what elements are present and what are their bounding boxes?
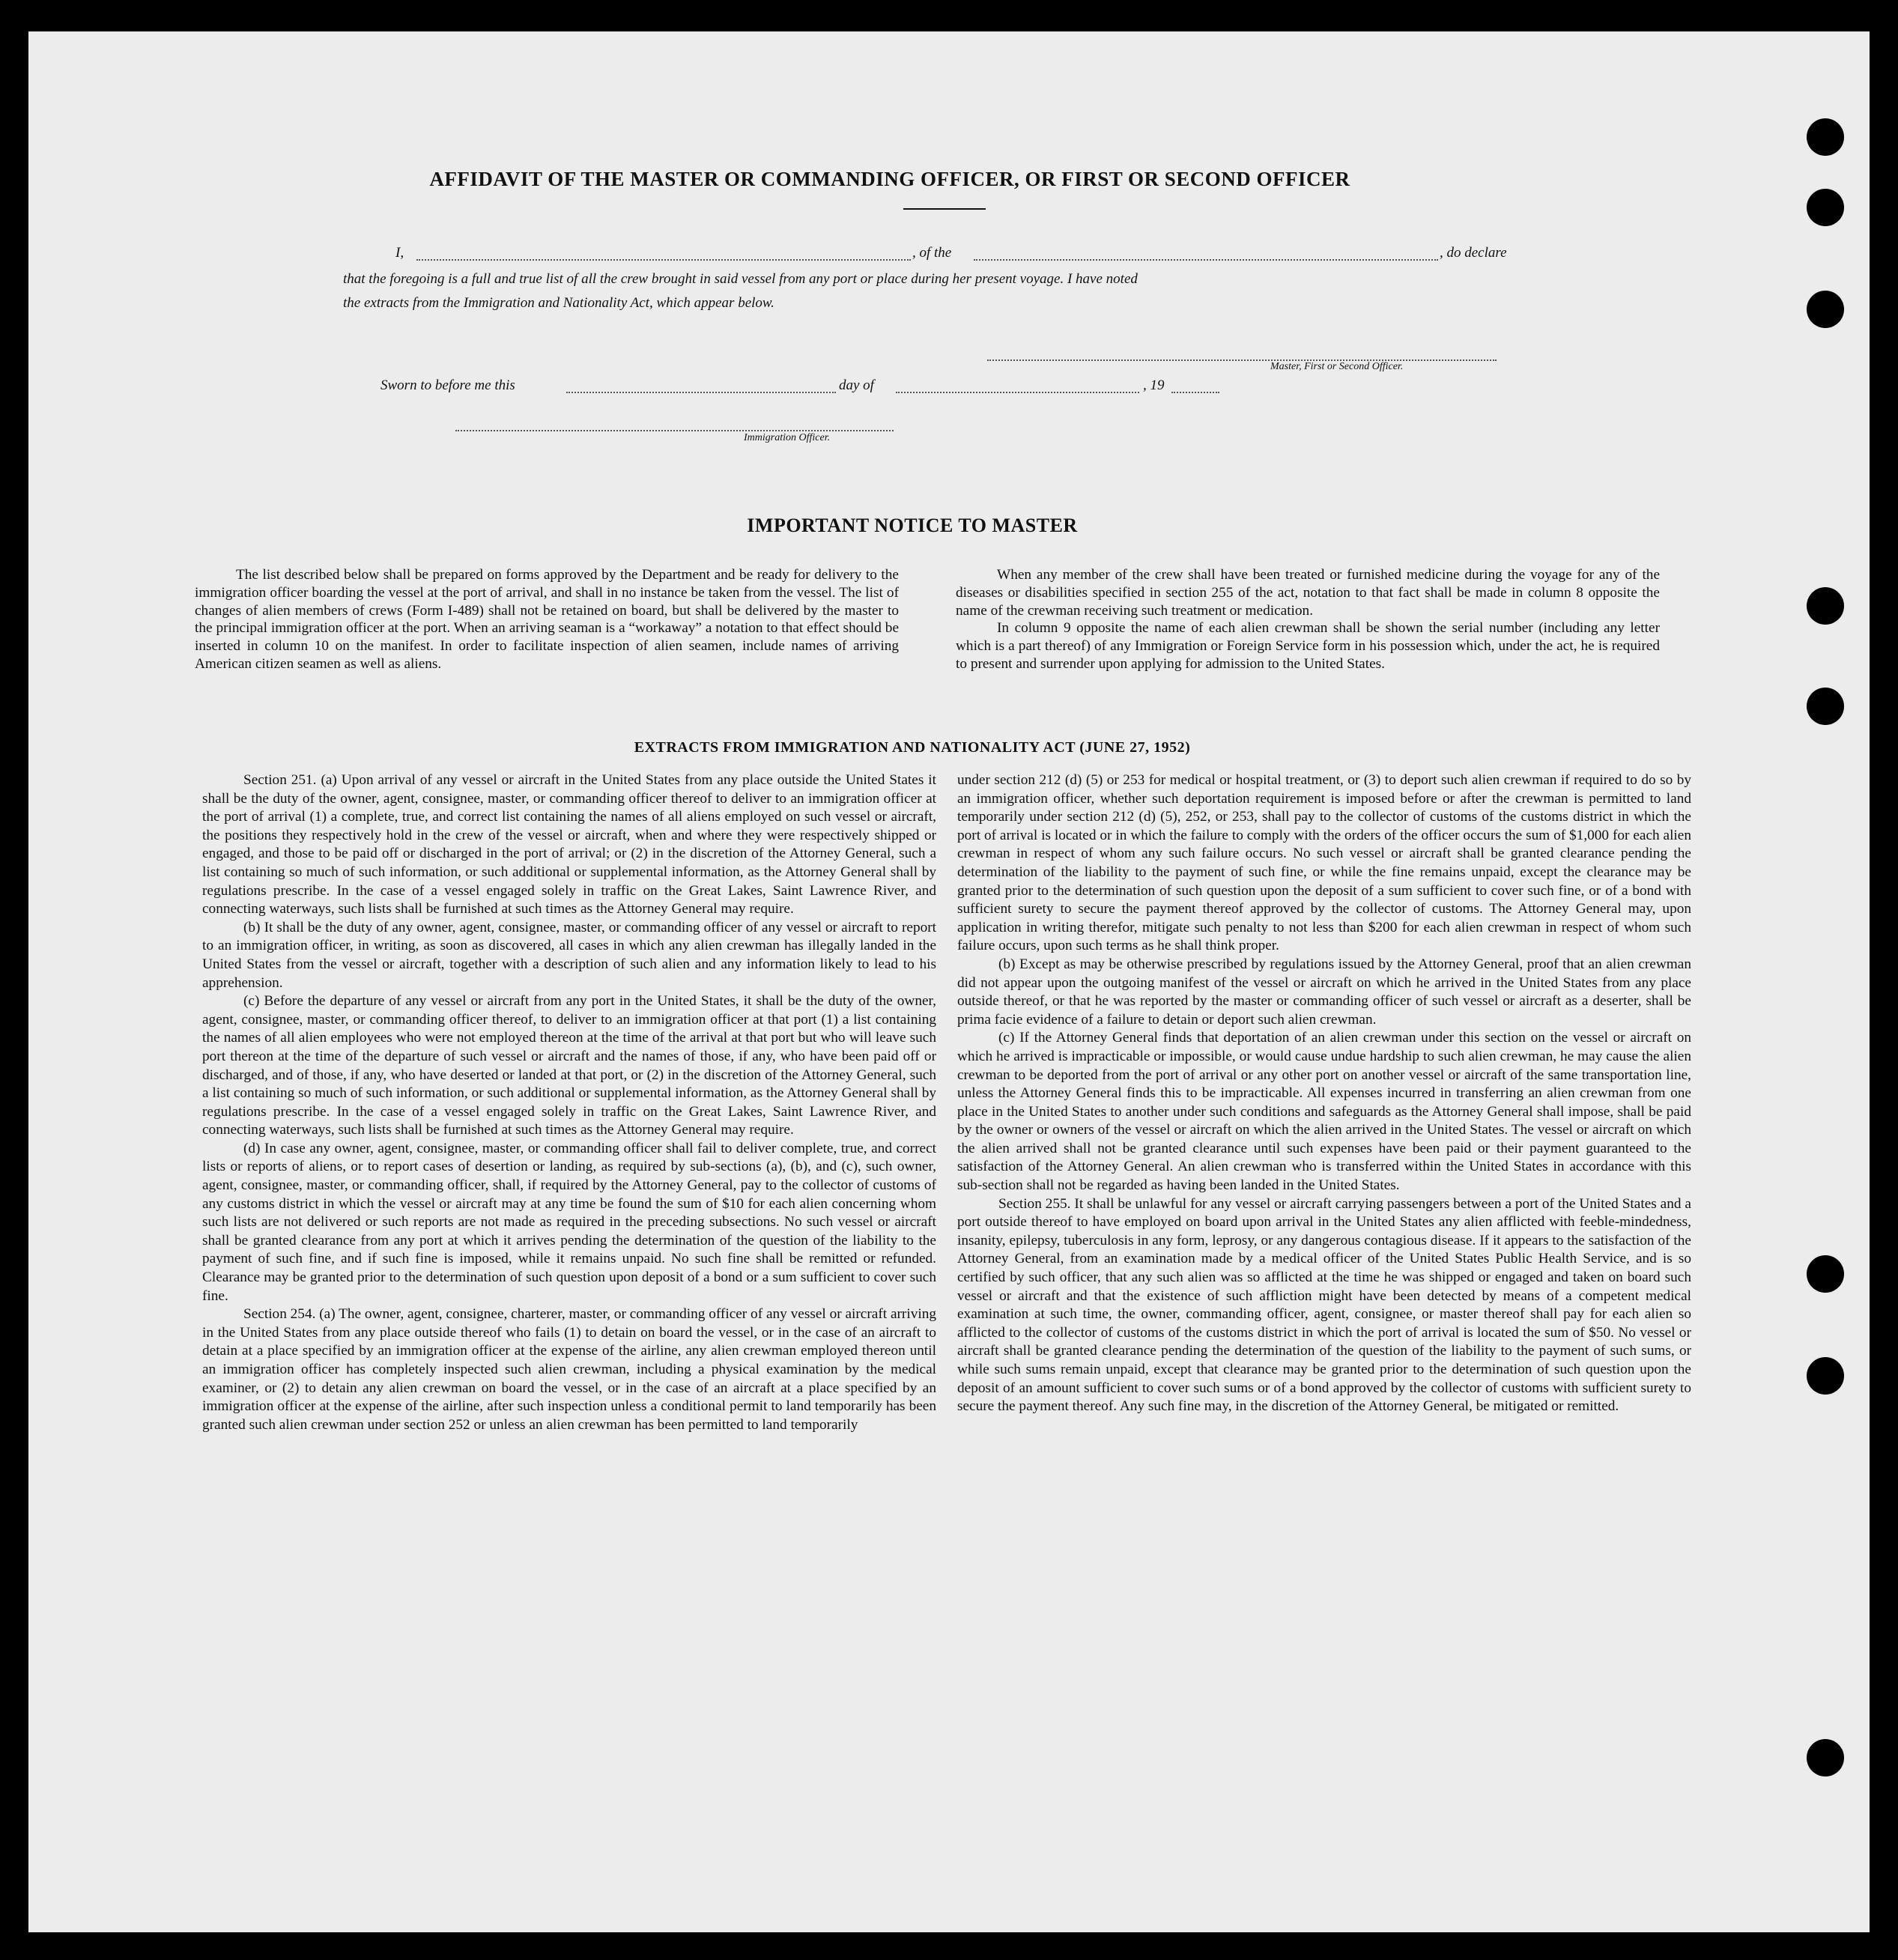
year-label: , 19 (1143, 377, 1165, 393)
punch-hole-2 (1807, 189, 1844, 226)
notice-right-paragraph-2: In column 9 opposite the name of each alien crewman shall be shown the serial number (including any letter which is a part thereof) of any Immigration or Foreign Service form in his possession which, under the act, he is required to present and surrender upon applying for admission to the United States. (956, 620, 1660, 672)
sworn-month-field[interactable] (896, 392, 1139, 393)
notice-title: IMPORTANT NOTICE TO MASTER (747, 515, 1078, 536)
section-254-b: (b) Except as may be otherwise prescribed by regulations issued by the Attorney General, proof that an alien crewman did not appear upon the outgoing manifest of the vessel or aircraft on which he arrived in the United States from any place outside thereof, or that he was reported by the master or commanding officer of such vessel or aircraft as a deserter, shall be prima facie evidence of a failure to detain or deport such alien crewman. (957, 956, 1691, 1028)
extracts-right-column (957, 771, 1691, 1416)
section-255: Section 255. It shall be unlawful for any vessel or aircraft carrying passengers between a port of the United States and a port outside thereof to have employed on board upon arrival in the United States any alien afflicted with feeble-mindedness, insanity, epilepsy, tuberculosis in any form, leprosy, or any dangerous contagious disease. If it appears to the satisfaction of the Attorney General, from an examination made by a medical officer of the United States Public Health Service, and is so certified by such officer, that any such alien was so afflicted at the time he was shipped or engaged and taken on board such vessel or aircraft and that the existence of such affliction might have been detected by means of a competent medical examination at such time, the owner, commanding officer, agent, consignee, or master thereof shall pay for each alien so afflicted to the collector of customs of the customs district in which the port of arrival is located the sum of $50. No vessel or aircraft shall be granted clearance pending the determination of the question of the liability to the payment of such sums, or while such sums remain unpaid, except that clearance may be granted prior to the determination of such question upon the deposit of an amount sufficient to cover such sums or of a bond approved by the collector of customs with sufficient surety to secure the payment thereof. Any such fine may, in the discretion of the Attorney General, be mitigated or remitted. (957, 1195, 1691, 1415)
document-page (28, 31, 1870, 1932)
section-251-b: (b) It shall be the duty of any owner, agent, consignee, master, or commanding officer of any vessel or aircraft to report to an immigration officer, in writing, as soon as discovered, all cases in which any alien crewman has illegally landed in the United States from the vessel or aircraft, together with a description of such alien and any information likely to lead to his apprehension. (202, 919, 936, 991)
name-field[interactable] (416, 259, 911, 261)
extracts-title: EXTRACTS FROM IMMIGRATION AND NATIONALITY ACT (JUNE 27, 1952) (634, 739, 1191, 756)
notice-left-paragraph: The list described below shall be prepared on forms approved by the Department and be ready for delivery to the immigration officer boarding the vessel at the port of arrival, and shall in no instance be taken from the vessel. The list of changes of alien members of crews (Form I-489) shall not be retained on board, but shall be delivered by the master to the principal immigration officer at the port. When an arriving seaman is a “workaway” a notation to that effect should be inserted in column 10 on the manifest. In order to facilitate inspection of alien seamen, include names of arriving American citizen seamen as well as aliens. (195, 567, 899, 672)
section-251-c: (c) Before the departure of any vessel or aircraft from any port in the United States, it shall be the duty of the owner, agent, consignee, master, or commanding officer thereof, to deliver to an immigration officer at that port (1) a list containing the names of all alien employees who were not employed thereon at the time of the arrival at that port but who will leave such port thereon at the time of the departure of such vessel or aircraft and the names of those, if any, who have been paid off or discharged, and of those, if any, who have deserted or landed at that port, or (2) in the discretion of the Attorney General, such a list containing so much of such information, or such additional or supplemental information, as the Attorney General shall by regulations prescribe. In the case of a vessel engaged solely in traffic on the Great Lakes, Saint Lawrence River, and connecting waterways, such lists shall be furnished at such times as the Attorney General may require. (202, 993, 936, 1138)
notice-right-column (956, 566, 1660, 673)
sworn-day-field[interactable] (566, 392, 836, 393)
declaration-line-1: that the foregoing is a full and true list of all the crew brought in said vessel from any port or place during her present voyage. I have noted (343, 271, 1138, 287)
punch-hole-1 (1807, 118, 1844, 156)
extracts-left-column (202, 771, 936, 1434)
sworn-label: Sworn to before me this (380, 377, 515, 393)
punch-hole-7 (1807, 1357, 1844, 1395)
affidavit-i-label: I, (395, 245, 404, 261)
officer-signature-label: Immigration Officer. (744, 432, 831, 443)
punch-hole-4 (1807, 587, 1844, 625)
section-251-d: (d) In case any owner, agent, consignee, master, or commanding officer shall fail to deliver complete, true, and correct lists or reports of aliens, or to report cases of desertion or landing, as required by sub-sections (a), (b), and (c), such owner, agent, consignee, master, or commanding officer, shall, if required by the Attorney General, pay to the collector of customs of any customs district in which the vessel or aircraft may at any time be found the sum of $10 for each alien concerning whom such lists are not delivered or such reports are not made as required in the preceding subsections. No such vessel or aircraft shall be granted clearance from any port at which it arrives pending the determination of the question of the liability to the payment of such fine, and if such fine is imposed, while it remains unpaid. No such fine shall be remitted or refunded. Clearance may be granted prior to the determination of such question upon deposit of a bond or a sum sufficient to cover such fine. (202, 1140, 936, 1304)
title-rule (903, 208, 986, 210)
day-of-label: day of (839, 377, 874, 393)
affidavit-do-declare-label: , do declare (1440, 245, 1507, 261)
notice-right-paragraph-1: When any member of the crew shall have been treated or furnished medicine during the voyage for any of the diseases or disabilities specified in section 255 of the act, notation to that fact shall be made in column 8 opposite the name of the crewman receiving such treatment or medication. (956, 567, 1660, 619)
section-254-a-continued: under section 212 (d) (5) or 253 for medical or hospital treatment, or (3) to deport such alien crewman if required to do so by an immigration officer, whether such deportation requirement is imposed before or after the crewman is permitted to land temporarily under section 212 (d) (5), 252, or 253, shall pay to the collector of customs of the customs district in which the port of arrival is located or in which the failure to comply with the orders of the officer occurs the sum of $1,000 for each alien crewman in respect of whom any such failure occurs. No such vessel or aircraft shall be granted clearance pending the determination of the liability to the payment of such fine, or while the fine remains unpaid, except the clearance may be granted prior to the determination of such question upon the deposit of a sum sufficient to cover such fine, or of a bond with sufficient surety to secure the payment thereof approved by the collector of customs. The Attorney General may, upon application in writing therefor, mitigate such penalty to not less than $200 for each alien crewman in respect of whom such failure occurs, upon such terms as he shall think proper. (957, 772, 1691, 954)
affidavit-of-the-label: , of the (912, 245, 952, 261)
officer-signature-line[interactable] (455, 430, 894, 431)
section-254-c: (c) If the Attorney General finds that deportation of an alien crewman under this section on the vessel or aircraft on which he arrived is impracticable or impossible, or would cause undue hardship to such alien crewman, he may cause the alien crewman to be deported from the port of arrival or any other port on another vessel or aircraft of the same transportation line, unless the Attorney General finds this to be impracticable. All expenses incurred in transferring an alien crewman from one place in the United States to another under such conditions and safeguards as the Attorney General shall impose, shall be paid by the owner or owners of the vessel or aircraft on which the alien arrived in the United States. The vessel or aircraft on which the alien arrived shall not be granted clearance until such expenses have been paid or their payment guaranteed to the satisfaction of the Attorney General. An alien crewman who is transferred within the United States in accordance with this sub-section shall not be regarded as having been landed in the United States. (957, 1030, 1691, 1194)
sworn-year-field[interactable] (1171, 392, 1219, 393)
declaration-line-2: the extracts from the Immigration and Nationality Act, which appear below. (343, 295, 774, 311)
section-251-a: Section 251. (a) Upon arrival of any vessel or aircraft in the United States from any place outside the United States it shall be the duty of the owner, agent, consignee, master, or commanding officer thereof to deliver to an immigration officer at the port of arrival (1) a complete, true, and correct list containing the names of all aliens employed on such vessel or aircraft, the positions they respectively hold in the crew of the vessel or aircraft, when and where they were respectively shipped or engaged, and those to be paid off or discharged in the port of arrival; or (2) in the discretion of the Attorney General, such a list containing so much of such information, or such additional or supplemental information, as the Attorney General shall by regulations prescribe. In the case of a vessel engaged solely in traffic on the Great Lakes, Saint Lawrence River, and connecting waterways, such lists shall be furnished at such times as the Attorney General may require. (202, 772, 936, 917)
notice-left-column (195, 566, 899, 673)
master-signature-label: Master, First or Second Officer. (1270, 361, 1404, 372)
affidavit-title: AFFIDAVIT OF THE MASTER OR COMMANDING OFFICER, OR FIRST OR SECOND OFFICER (429, 168, 1350, 190)
punch-hole-8 (1807, 1739, 1844, 1777)
master-signature-line[interactable] (987, 359, 1497, 361)
vessel-field[interactable] (974, 259, 1438, 261)
section-254-a: Section 254. (a) The owner, agent, consignee, charterer, master, or commanding officer of any vessel or aircraft arriving in the United States from any place outside thereof who fails (1) to detain on board the vessel, or in the case of an aircraft to detain at a place specified by an immigration officer at the expense of the airline, any alien crewman employed thereon until an immigration officer has completely inspected such alien crewman, including a physical examination by the medical examiner, or (2) to detain any alien crewman on board the vessel, or in the case of an aircraft at a place specified by an immigration officer at the expense of the airline, after such inspection unless a conditional permit to land temporarily has been granted such alien crewman under section 252 or unless an alien crewman has been permitted to land temporarily (202, 1306, 936, 1433)
punch-hole-6 (1807, 1255, 1844, 1293)
punch-hole-3 (1807, 291, 1844, 328)
punch-hole-5 (1807, 688, 1844, 725)
